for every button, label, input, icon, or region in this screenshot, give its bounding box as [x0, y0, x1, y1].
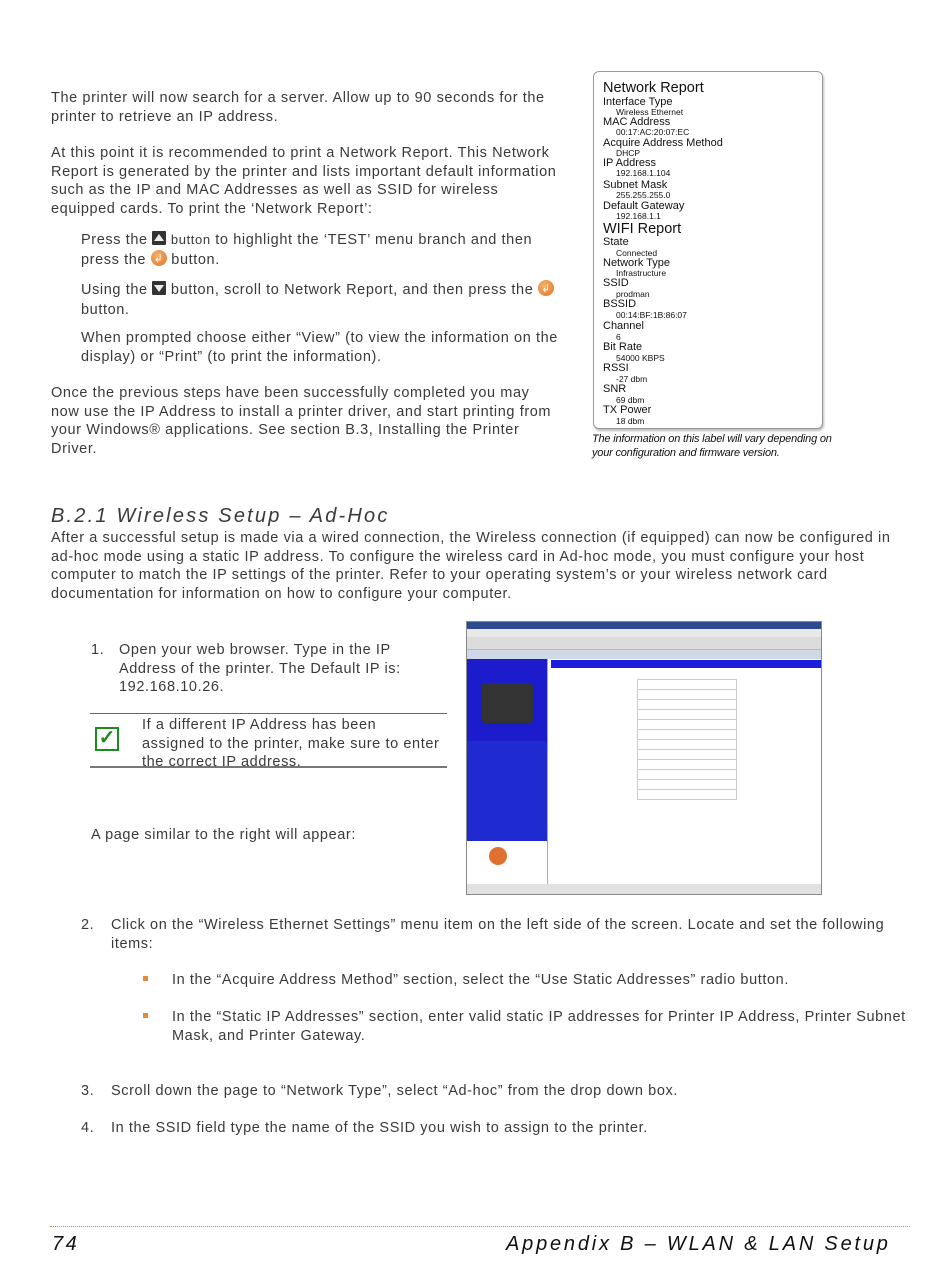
report-value: 69 dbm: [616, 395, 645, 405]
report-key: BSSID: [603, 298, 637, 310]
up-arrow-icon: [152, 231, 166, 245]
browser-toolbar: [467, 637, 821, 650]
report-key: Interface Type: [603, 96, 673, 108]
step-1-text: Open your web browser. Type in the IP Address of the printer. The Default IP is: 192.168.10.26.: [119, 642, 401, 695]
report-value: 6: [616, 332, 621, 342]
report-value: 255.255.255.0: [616, 190, 671, 200]
browser-sidebar-menu: [467, 741, 547, 841]
intro-paragraph-3: Once the previous steps have been successfully completed you may now use the IP Address to install a printer driver, and start printing from your Windows® applications. See section B.3, Installing the Printer Driver.: [51, 385, 552, 457]
report-key: State: [603, 236, 629, 248]
step1-text-b: to highlight the ‘TEST’ menu branch and then press the: [81, 232, 533, 268]
step-number: 3.: [81, 1083, 95, 1099]
bullet-1-text: In the “Acquire Address Method” section, select the “Use Static Addresses” radio button.: [172, 972, 789, 988]
report-value: Infrastructure: [616, 268, 667, 278]
checkmark-icon: ✓: [95, 727, 119, 751]
report-value: 00:14:BF:1B:86:07: [616, 310, 687, 320]
network-report-label: [593, 71, 823, 429]
report-value: 192.168.1.104: [616, 168, 671, 178]
enter-icon: [538, 280, 554, 296]
report-key: TX Power: [603, 404, 652, 416]
step-4-text: In the SSID field type the name of the SSID you wish to assign to the printer.: [111, 1120, 648, 1136]
instruction-step-3: When prompted choose either “View” (to view the information on the display) or “Print” (to print the information).: [81, 330, 558, 365]
report-key: Channel: [603, 320, 644, 332]
browser-menu-bar: [467, 629, 821, 637]
section-heading: B.2.1 Wireless Setup – Ad-Hoc: [51, 505, 390, 527]
wifi-report-title: WIFI Report: [603, 221, 682, 237]
step2-text-a: Using the: [81, 282, 153, 298]
browser-status-bar: [467, 884, 821, 894]
instruction-step-1: [81, 230, 561, 270]
report-value: Wireless Ethernet: [616, 107, 684, 117]
report-value: 18 dbm: [616, 416, 645, 426]
step1-text-c: button.: [166, 252, 220, 268]
down-arrow-icon: [152, 281, 166, 295]
similar-page-text: A page similar to the right will appear:: [91, 827, 356, 843]
page-number: 74: [52, 1233, 80, 1255]
report-key: MAC Address: [603, 116, 671, 128]
report-value: 54000 KBPS: [616, 353, 665, 363]
browser-info-table: [637, 680, 737, 800]
step2-text-b: button, scroll to Network Report, and then press the: [166, 282, 539, 298]
browser-title-bar: [467, 622, 821, 629]
step1-button-word: button: [170, 232, 211, 247]
browser-sidebar: [467, 659, 548, 884]
report-value: DHCP: [616, 148, 641, 158]
report-key: SSID: [603, 277, 629, 289]
tip-divider-bottom: [90, 766, 447, 768]
report-key: Default Gateway: [603, 200, 685, 212]
tip-text: If a different IP Address has been assigned to the printer, make sure to enter the correct IP address.: [142, 717, 440, 770]
browser-screenshot: [466, 621, 822, 895]
bullet-2-text: In the “Static IP Addresses” section, enter valid static IP addresses for Printer IP Address, Printer Subnet Mask, and Printer Gateway.: [172, 1009, 906, 1044]
datamax-logo-icon: [489, 847, 507, 865]
instruction-step-2: [81, 280, 561, 320]
intro-paragraph-2: At this point it is recommended to print a Network Report. This Network Report is generated by the printer and lists important default information such as the IP and MAC Addresses as well as SSID for wireless equipped cards. To print the ‘Network Report’:: [51, 145, 557, 217]
browser-tab-bar: [467, 650, 821, 659]
footer-divider: [50, 1226, 910, 1227]
step-2-text: Click on the “Wireless Ethernet Settings” menu item on the left side of the screen. Locate and set the following items:: [111, 917, 885, 952]
bullet-icon: [143, 976, 148, 981]
step-3-text: Scroll down the page to “Network Type”, select “Ad-hoc” from the drop down box.: [111, 1083, 678, 1099]
report-key: Subnet Mask: [603, 179, 668, 191]
browser-content-header: [551, 660, 821, 668]
intro-paragraph-1: The printer will now search for a server. Allow up to 90 seconds for the printer to retrieve an IP address.: [51, 90, 545, 125]
printer-image: [467, 659, 547, 741]
report-key: Network Type: [603, 257, 671, 269]
step-number: 1.: [91, 642, 105, 658]
report-value: Connected: [616, 248, 658, 258]
report-key: Acquire Address Method: [603, 137, 723, 149]
tip-divider-top: [90, 713, 447, 714]
report-value: prodman: [616, 289, 650, 299]
report-key: Bit Rate: [603, 341, 643, 353]
section-body: After a successful setup is made via a wired connection, the Wireless connection (if equipped) can now be configured in ad-hoc mode using a static IP address. To configure the wireless card in Ad-hoc mode, you must configure your host computer to match the IP settings of the printer. Refer to your operating system’s or your wireless network card documentation for information on how to configure your computer.: [51, 530, 891, 602]
report-key: IP Address: [603, 157, 656, 169]
chapter-title: Appendix B – WLAN & LAN Setup: [506, 1233, 891, 1255]
report-key: SNR: [603, 383, 627, 395]
report-value: 00:17:AC:20:07:EC: [616, 127, 690, 137]
report-value: 192.168.1.1: [616, 211, 661, 221]
bullet-icon: [143, 1013, 148, 1018]
report-caption: The information on this label will vary depending on your configuration and firmware version.: [592, 433, 832, 459]
report-value: -27 dbm: [616, 374, 648, 384]
step-number: 4.: [81, 1120, 95, 1136]
step-number: 2.: [81, 917, 95, 933]
report-title: Network Report: [603, 80, 704, 96]
step2-text-c: button.: [81, 302, 130, 318]
step1-text-a: Press the: [81, 232, 153, 248]
enter-icon: [151, 250, 167, 266]
report-key: RSSI: [603, 362, 629, 374]
